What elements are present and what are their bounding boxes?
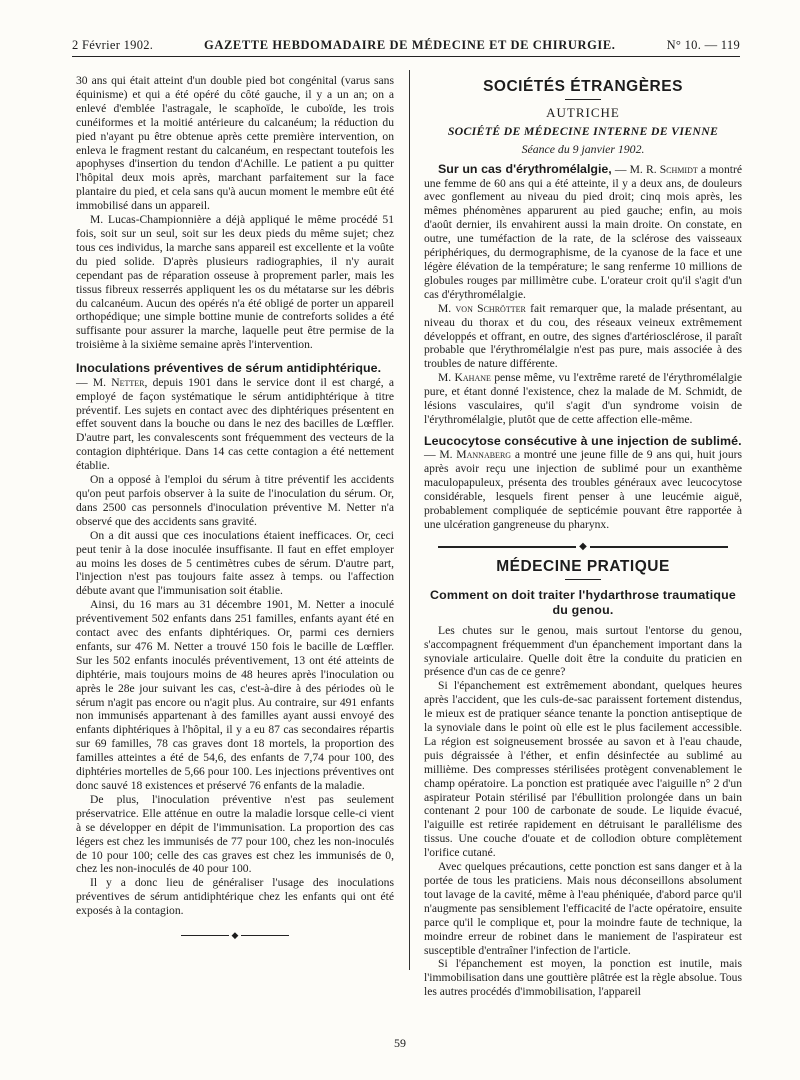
society-name: SOCIÉTÉ DE MÉDECINE INTERNE DE VIENNE: [447, 123, 719, 138]
title-rule: [565, 99, 601, 100]
section-divider: ◆: [424, 540, 742, 554]
paragraph: Si l'épanchement est moyen, la ponction est inutile, mais l'immobilisation dans une gouttière plâtrée est la règle absolue. Tous les autres procédés d'immobilisation, l'appareil: [424, 957, 742, 999]
paragraph: De plus, l'inoculation préventive n'est pas seulement préservatrice. Elle atténue en outre la maladie lorsque celle-ci vient à se développer en dépit de l'immunisation. La proportion des cas légers est chez les immunisés de 77 pour 100, chez les non-inoculés de 10 pour 100; celle des cas graves est chez les immunisés de 0, chez les non-inoculés de 40 pour 100.: [76, 792, 394, 876]
author-mannaberg: — M. Mannaberg: [424, 448, 512, 462]
paragraph: 30 ans qui était atteint d'un double pied bot congénital (varus sans équinisme) et qui a été opéré du côté gauche, il y a un an; on a enlevé d'emblée l'astragale, le scaphoïde, le cuboïde, les trois cunéiformes et la moitié antérieure du calcanéum; la réduction du pied n'ayant pu être obtenue après cette première intervention, on enleva le fragment restant du calcanéum, en respectant toutefois les apophyses d'insertion du tendon d'Achille. Le patient a pu quitter l'hôpital deux mois après, marchant parfaitement sur la face plantaire du pied, et cela sans qu'à aucun moment le membre eût été immobilisé dans un appareil.: [76, 74, 394, 213]
section-title-medecine: MÉDECINE PRATIQUE: [496, 557, 670, 575]
inoculations-heading: [76, 362, 394, 376]
end-divider: ◆: [76, 930, 394, 940]
paragraph: [424, 371, 742, 427]
leucocytose-heading: [424, 435, 742, 449]
column-rule: [409, 70, 410, 970]
paragraph: — M. Netter, depuis 1901 dans le service dont il est chargé, a employé de façon systématique le sérum antidiphtérique à titre préventif. Les sujets en contact avec des diphtériques présentent en effet souvent dans la bouche ou dans le nez des bacilles de Lœffler. D'autre part, les convalescents sont fréquemment des vecteurs de la contagion diphtérique. Dans 14 cas cette contagion a été nettement établie.: [76, 375, 395, 473]
left-column: [76, 74, 394, 994]
paragraph-text: pense même, vu l'extrême rareté de l'érythromélalgie pure, et étant donné l'existence, chez la malade de M. Schmidt, de lésions vasculaires, qu'il s'agit d'un syndrome voisin de l'érythromélalgie, plutôt que de cette affection elle-même.: [424, 371, 742, 426]
paragraph: Il y a donc lieu de généraliser l'usage des inoculations préventives de sérum antidiphtérique chez les enfants qui ont été exposés à la contagion.: [76, 876, 394, 918]
paragraph-text: a montré une jeune fille de 9 ans qui, huit jours après avoir reçu une injection de sublimé pour un exanthème maculopapuleux, présenta des troubles généraux avec leucocytose considérable, lesquels firent penser à une leucémie aiguë, probablement compliquée de septicémie pouvant être rapportée à une ulcération gangreneuse du pharynx.: [424, 448, 742, 531]
paragraph: On a dit aussi que ces inoculations étaient inefficaces. Or, ceci peut tenir à la dose inoculée insuffisante. Il faut en effet employer au moins les doses de 5 centimètres cubes de sérum. D'autre part, l'injection n'est pas toujours faite assez à temps. ou l'affection débute avant que l'immunisation soit établie.: [76, 528, 394, 598]
leucocytose-title: Leucocytose consécutive à une injection de sublimé.: [424, 433, 742, 448]
paragraph: Avec quelques précautions, cette ponction est sans danger et à la portée de tous les praticiens. Mais nous déconseillons absolument tout lavage de la cavité, même à l'eau phéniquée, d'abord parce qu'il n'augmente pas sensiblement l'efficacité de l'acte opératoire, ensuite parce qu'il le complique et, pour la moindre faute de technique, la moindre erreur de robinet dans le maniement de l'aspirateur est susceptible d'entraîner l'infection de l'article.: [424, 860, 742, 957]
paragraph-text: depuis 1901 dans le service dont il est chargé, a employé de façon systématique le sérum antidiphtérique à titre préventif. Les sujets en contact avec des diphtériques présentent en effet souvent dans la bouche ou dans le nez des bacilles de Lœffler. D'autre part, les convalescents sont fréquemment des vecteurs de la contagion diphtérique. Dans 14 cas cette contagion a été nettement établie.: [76, 375, 395, 473]
paragraph: [424, 302, 742, 372]
paragraph: M. Lucas-Championnière a déjà appliqué le même procédé 51 fois, soit sur un seul, soit sur les deux pieds du même sujet; chez tous ces individus, la marche sans appareil est excellente et la voûte du pied solide. D'après plusieurs radiographies, il n'y aurait cependant pas de réparation osseuse à proprement parler, mais les tissus fibreux resserrés appliquent les os du métatarse sur les débris du calcanéum. Aucun des opérés n'a été obligé de porter un appareil orthopédique; une simple bottine munie de contreforts solides a été suffisante pour assurer la marche, laquelle peut être permise de la troisième à la sixième semaine après l'intervention.: [76, 213, 394, 352]
paragraph: [424, 448, 742, 531]
author-schrotter: M. von Schrötter: [438, 301, 526, 315]
author-schmidt: — M. R. Schmidt: [614, 162, 698, 176]
page-number: 59: [394, 1036, 406, 1050]
paragraph-text: fait remarquer que, la malade présentant, au niveau du thorax et du cou, des réseaux veineux extrêmement développés et offrant, en outre, des signes d'artériosclérose, il paraît probable que l'érythromélalgie n'est pas pure, mais associée à des troubles de nature différente.: [424, 301, 743, 371]
issue-number: N° 10. — 119: [666, 38, 740, 52]
section-title-societes: SOCIÉTÉS ÉTRANGÈRES: [483, 78, 683, 95]
session-date: Séance du 9 janvier 1902.: [521, 141, 645, 156]
inoculations-title: Inoculations préventives de sérum antidiphtérique.: [76, 361, 382, 376]
article-title: Comment on doit traiter l'hydarthrose traumatique du genou.: [429, 587, 737, 617]
paragraph-text: a montré une femme de 60 ans qui a été atteinte, il y a deux ans, de douleurs avec gonflement au niveau du pied droit; cinq mois après, les mêmes phénomènes apparurent au pied gauche; enfin, au mois d'août dernier, ils envahirent aussi la main droite. On constate, en outre, une tuméfaction de la rate, de la sclérose des vaisseaux périphériques, du dermographisme, de la cyanose de la face et une légère élévation de la température; le sang renferme 10 millions de globules rouges par millimètre cube. L'orateur croit qu'il s'agit d'un cas d'érythromélalgie.: [424, 162, 742, 301]
erythromelalgie-title: Sur un cas d'érythromélalgie,: [438, 161, 612, 176]
country-heading: AUTRICHE: [546, 104, 620, 120]
paragraph: [424, 163, 742, 302]
paragraph: Si l'épanchement est extrêmement abondant, quelques heures après l'accident, que les culs-de-sac paraissent fortement distendus, le mieux est de pratiquer séance tenante la ponction antiseptique de la synoviale dans le point où elle est le plus facilement accessible. La région est soigneusement brossée au savon et à l'eau chaude, puis dégraissée à l'éther, et enfin désinfectée au sublimé au millième. Des compresses stérilisées protègent convenablement le champ opératoire. La ponction est pratiquée avec l'aiguille n° 2 d'un aspirateur Potain stérilisé par l'ébullition prolongée dans un bain contenant 2 pour 100 de carbonate de soude. Le liquide évacué, l'aiguille est retirée rapidement en détruisant le parallélisme des tissus. Une couche d'ouate et de collodion obture complètement l'orifice cutané.: [424, 679, 742, 860]
paragraph: On a opposé à l'emploi du sérum à titre préventif les accidents qu'on peut parfois observer à la suite de l'inoculation du sérum. Or, dans 2500 cas personnels d'inoculation préventive M. Netter n'a observé que des accidents sans gravité.: [76, 473, 394, 528]
author-netter: M. Netter,: [92, 375, 148, 389]
paragraph: Les chutes sur le genou, mais surtout l'entorse du genou, s'accompagnent fréquemment d'un épanchement important dans la synoviale articulaire. Quelle doit être la conduite du praticien en présence d'un cas de ce genre?: [424, 623, 742, 679]
running-head: [72, 38, 740, 57]
paragraph: Ainsi, du 16 mars au 31 décembre 1901, M. Netter a inoculé préventivement 502 enfants dans 251 familles, enfants ayant été en contact avec des enfants diphtériques. Or, parmi ces derniers enfants, sur 476 M. Netter a trouvé 150 fois le bacille de Lœffler. Sur les 502 enfants inoculés préventivement, 13 ont été atteints de diphtérie, mais toujours moins de 48 heures après l'inoculation ou après le 28e jour suivant les cas, c'est-à-dire à des périodes où le sérum n'agit pas encore ou n'agit plus. Au contraire, sur 491 enfants non immunisés appartenant à des familles ayant aussi envoyé des enfants diphtériques à l'hôpital, il y a eu 87 cas secondaires répartis sur 69 familles, 78 cas graves dont 18 mortels, la proportion des familles atteintes a été de 54,6, des enfants de 7,74 pour 100, des diphtéries mortelles de 5,66 pour 100. Les injections préventives ont donc sauvé 18 existences et préservé 76 enfants de la maladie.: [76, 598, 394, 792]
issue-date: 2 Février 1902.: [72, 38, 154, 52]
journal-title: GAZETTE HEBDOMADAIRE DE MÉDECINE ET DE CHIRURGIE.: [204, 38, 616, 52]
author-kahane: M. Kahane: [438, 371, 491, 385]
right-column: [424, 74, 742, 1034]
title-rule: [565, 579, 601, 580]
